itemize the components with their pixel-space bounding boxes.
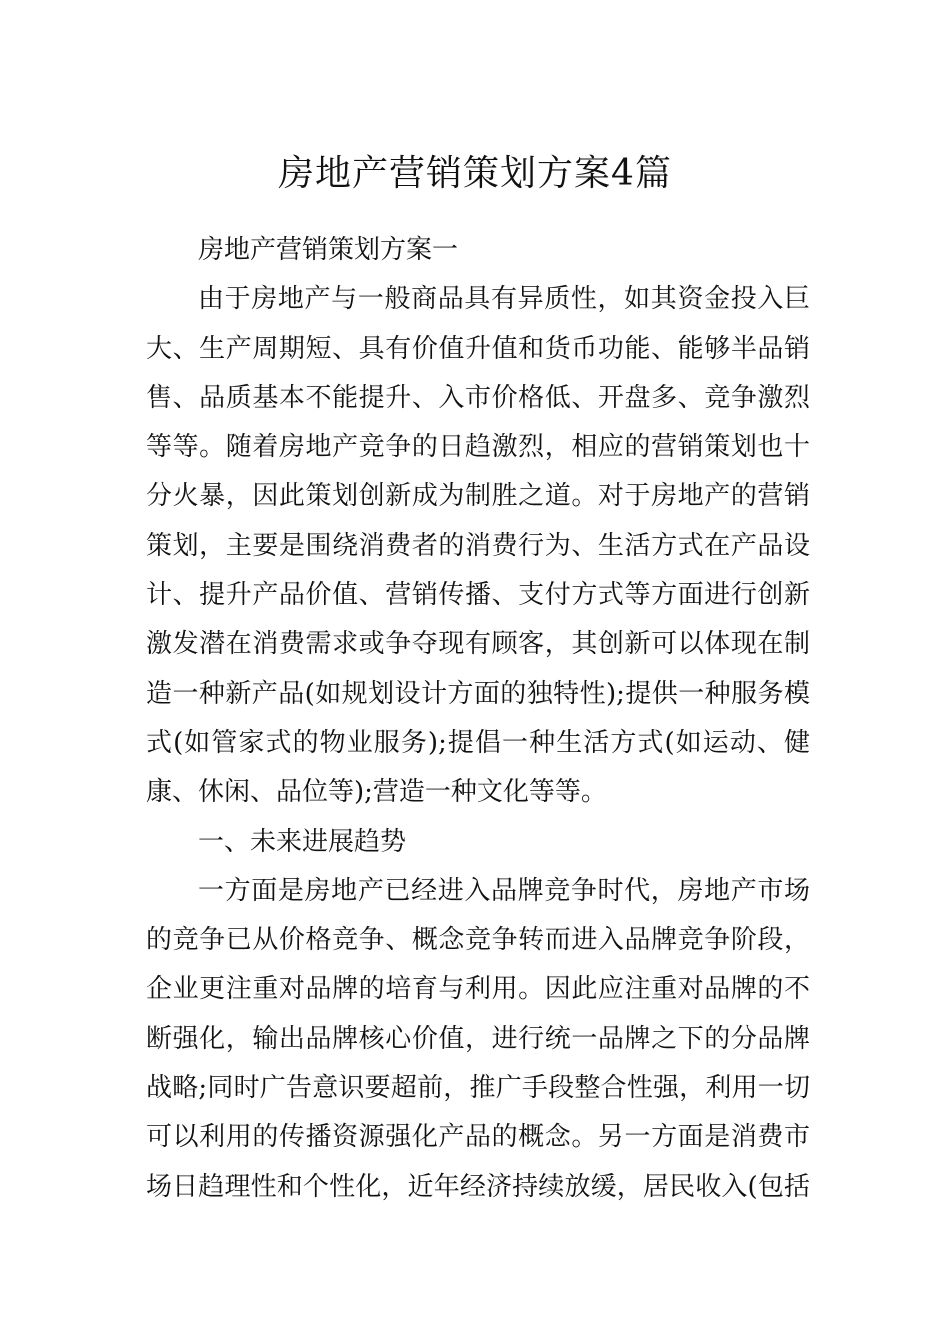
text-line: 策划，主要是围绕消费者的消费行为、生活方式在产品设 <box>146 530 810 561</box>
text-line: 一方面是房地产已经进入品牌竞争时代，房地产市场 <box>198 875 810 906</box>
text-line: 可以利用的传播资源强化产品的概念。另一方面是消费市 <box>146 1122 810 1153</box>
document-title: 房地产营销策划方案4篇 <box>278 153 672 195</box>
text-line: 一、未来进展趋势 <box>198 826 407 857</box>
text-line: 企业更注重对品牌的培育与利用。因此应注重对品牌的不 <box>146 974 810 1005</box>
text-line: 激发潜在消费需求或争夺现有顾客，其创新可以体现在制 <box>146 629 810 660</box>
text-line: 造一种新产品(如规划设计方面的独特性);提供一种服务模 <box>146 678 810 709</box>
text-line: 由于房地产与一般商品具有异质性，如其资金投入巨 <box>198 284 810 315</box>
text-line: 等等。随着房地产竞争的日趋激烈，相应的营销策划也十 <box>146 432 810 463</box>
text-line: 战略;同时广告意识要超前，推广手段整合性强，利用一切 <box>146 1073 810 1104</box>
text-line: 分火暴，因此策划创新成为制胜之道。对于房地产的营销 <box>146 481 810 512</box>
text-line: 房地产营销策划方案一 <box>198 235 459 265</box>
text-line: 大、生产周期短、具有价值升值和货币功能、能够半品销 <box>146 333 810 364</box>
text-line: 康、休闲、品位等);营造一种文化等等。 <box>146 777 607 808</box>
text-line: 的竞争已从价格竞争、概念竞争转而进入品牌竞争阶段， <box>146 925 810 956</box>
text-line: 场日趋理性和个性化，近年经济持续放缓，居民收入(包括 <box>146 1171 810 1202</box>
text-line: 售、品质基本不能提升、入市价格低、开盘多、竞争激烈 <box>146 382 810 413</box>
text-line: 计、提升产品价值、营销传播、支付方式等方面进行创新 <box>146 580 810 611</box>
text-line: 断强化，输出品牌核心价值，进行统一品牌之下的分品牌 <box>146 1023 810 1054</box>
document-body <box>146 226 810 1212</box>
text-line: 式(如管家式的物业服务);提倡一种生活方式(如运动、健 <box>146 727 810 758</box>
